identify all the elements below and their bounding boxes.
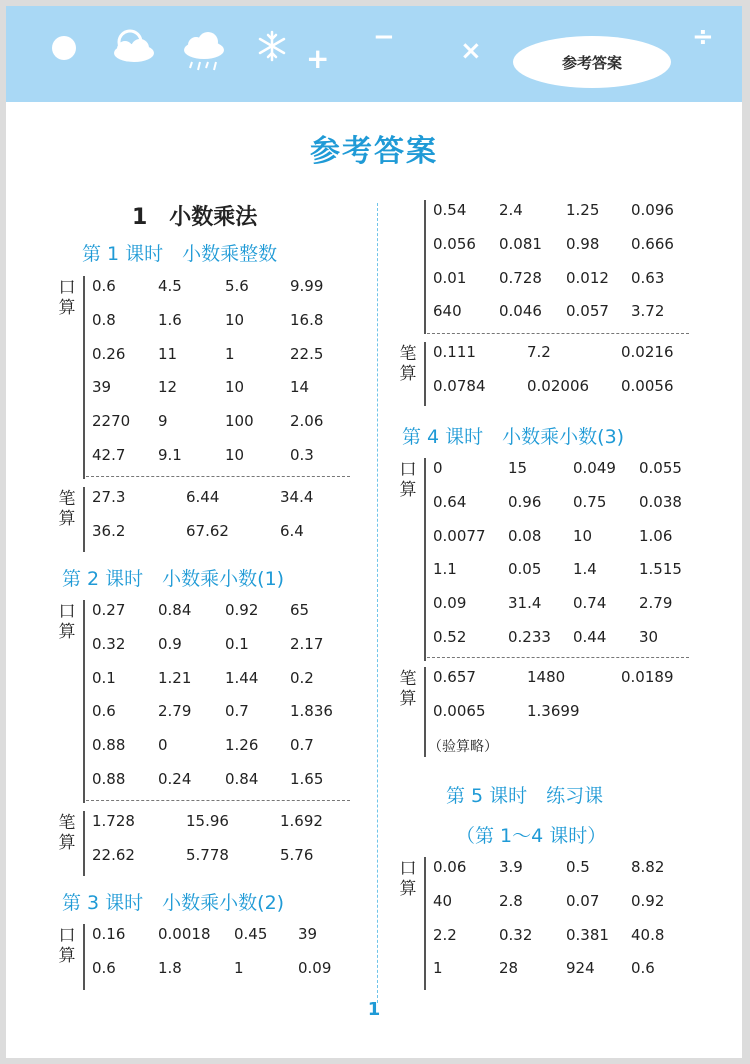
answer-value: 5.778 bbox=[186, 845, 229, 864]
answer-value: 0.6 bbox=[92, 702, 116, 721]
answer-value: 39 bbox=[92, 378, 112, 397]
answer-value: 100 bbox=[225, 412, 254, 431]
answer-value: 1.6 bbox=[158, 310, 182, 329]
lesson-4-mental bbox=[397, 458, 697, 663]
answer-value: 1 bbox=[234, 958, 244, 977]
answer-value: 1.3699 bbox=[527, 701, 580, 720]
answer-value: 28 bbox=[499, 959, 519, 978]
answer-value: 0.88 bbox=[92, 736, 126, 755]
lesson-3-title: 第 3 课时 小数乘小数(2) bbox=[62, 892, 285, 914]
answer-value: 39 bbox=[298, 925, 318, 943]
answer-value: 0.05 bbox=[508, 560, 542, 579]
answer-page bbox=[6, 6, 742, 1058]
lesson-5-mental bbox=[397, 857, 697, 992]
lesson-2-title: 第 2 课时 小数乘小数(1) bbox=[62, 568, 285, 590]
answer-value: 1.65 bbox=[290, 769, 324, 788]
written-label: 笔算 bbox=[399, 669, 417, 709]
answer-value: 0.666 bbox=[631, 234, 674, 253]
answer-value: 2.4 bbox=[499, 201, 523, 219]
answer-value: 0.1 bbox=[225, 634, 249, 653]
answer-value: 9.99 bbox=[290, 277, 324, 295]
minus-icon: − bbox=[373, 22, 395, 52]
answer-value: 2.17 bbox=[290, 634, 324, 653]
answer-value: 1.1 bbox=[433, 560, 457, 579]
answer-value: 924 bbox=[566, 959, 595, 978]
section-divider bbox=[86, 476, 350, 477]
answer-value: 5.76 bbox=[280, 845, 314, 864]
answer-value: 3.72 bbox=[631, 302, 665, 321]
written-label: 笔算 bbox=[58, 489, 76, 529]
answer-value: 65 bbox=[290, 601, 310, 619]
answer-value: 15 bbox=[508, 459, 528, 477]
answer-value: 30 bbox=[639, 627, 659, 646]
answer-value: 0.27 bbox=[92, 601, 126, 619]
answer-value: 0.381 bbox=[566, 925, 609, 944]
answer-value: 640 bbox=[433, 302, 462, 321]
mental-label: 口算 bbox=[58, 278, 76, 318]
answer-value: 0 bbox=[433, 459, 443, 477]
verification-note: （验算略） bbox=[428, 739, 498, 755]
answer-value: 11 bbox=[158, 344, 178, 363]
answer-value: 40 bbox=[433, 891, 453, 910]
answer-value: 0.64 bbox=[433, 492, 467, 511]
answer-value: 5.6 bbox=[225, 277, 249, 295]
answer-value: 6.44 bbox=[186, 488, 220, 506]
header-banner bbox=[6, 6, 742, 102]
answer-value: 22.62 bbox=[92, 845, 135, 864]
answer-value: 0.09 bbox=[298, 958, 332, 977]
lesson-1-written bbox=[56, 487, 356, 555]
lesson-2-mental bbox=[56, 600, 356, 805]
answer-value: 9 bbox=[158, 412, 168, 431]
answer-value: 0.88 bbox=[92, 769, 126, 788]
answer-value: 9.1 bbox=[158, 445, 182, 464]
answer-value: 0.44 bbox=[573, 627, 607, 646]
mental-label: 口算 bbox=[58, 926, 76, 966]
plus-icon: + bbox=[306, 42, 330, 75]
answer-value: 0.0056 bbox=[621, 376, 674, 395]
answer-value: 2270 bbox=[92, 412, 131, 431]
answer-value: 0.84 bbox=[225, 769, 259, 788]
answer-value: 0.081 bbox=[499, 234, 542, 253]
cloudy-icon bbox=[108, 28, 158, 64]
answer-value: 0.92 bbox=[225, 601, 259, 619]
answer-value: 0.09 bbox=[433, 594, 467, 613]
answer-value: 0.7 bbox=[225, 702, 249, 721]
answer-value: 67.62 bbox=[186, 521, 229, 540]
answer-value: 1 bbox=[433, 959, 443, 978]
answer-value: 0.32 bbox=[92, 634, 126, 653]
answer-value: 2.79 bbox=[639, 594, 673, 613]
answer-value: 1.692 bbox=[280, 812, 323, 830]
answer-value: 0.06 bbox=[433, 858, 467, 876]
answer-value: 40.8 bbox=[631, 925, 665, 944]
answer-value: 31.4 bbox=[508, 594, 542, 613]
answer-value: 0.6 bbox=[92, 958, 116, 977]
answer-value: 0.038 bbox=[639, 492, 682, 511]
answer-value: 0.74 bbox=[573, 594, 607, 613]
answer-value: 0.5 bbox=[566, 858, 590, 876]
snowflake-icon bbox=[256, 30, 288, 62]
answer-value: 0.0189 bbox=[621, 668, 674, 686]
answer-value: 0.057 bbox=[566, 302, 609, 321]
answer-value: 1.4 bbox=[573, 560, 597, 579]
answer-value: 0.3 bbox=[290, 445, 314, 464]
answer-value: 42.7 bbox=[92, 445, 126, 464]
answer-value: 10 bbox=[225, 310, 245, 329]
answer-value: 10 bbox=[225, 378, 245, 397]
lesson-1-title: 第 1 课时 小数乘整数 bbox=[82, 243, 278, 265]
header-badge bbox=[513, 36, 671, 88]
column-divider bbox=[377, 203, 378, 1003]
answer-value: 0.6 bbox=[92, 277, 116, 295]
answer-value: 16.8 bbox=[290, 310, 324, 329]
answer-value: 0.0077 bbox=[433, 526, 486, 545]
answer-value: 0 bbox=[158, 736, 168, 755]
section-divider bbox=[427, 333, 689, 334]
answer-value: 1 bbox=[225, 344, 235, 363]
lesson-3-mental-left bbox=[56, 924, 356, 992]
answer-value: 0.728 bbox=[499, 268, 542, 287]
answer-value: 10 bbox=[225, 445, 245, 464]
lesson-3-mental-right bbox=[397, 200, 697, 340]
answer-value: 0.0065 bbox=[433, 701, 486, 720]
written-label: 笔算 bbox=[399, 344, 417, 384]
answer-value: 0.84 bbox=[158, 601, 192, 619]
answer-value: 0.92 bbox=[631, 891, 665, 910]
answer-value: 1.26 bbox=[225, 736, 259, 755]
page-title: 参考答案 bbox=[310, 134, 438, 169]
answer-value: 0.096 bbox=[631, 201, 674, 219]
lesson-3-written bbox=[397, 342, 697, 410]
answer-value: 3.9 bbox=[499, 858, 523, 876]
answer-value: 0.75 bbox=[573, 492, 607, 511]
answer-value: 0.7 bbox=[290, 736, 314, 755]
answer-value: 0.52 bbox=[433, 627, 467, 646]
mental-label: 口算 bbox=[58, 602, 76, 642]
answer-value: 7.2 bbox=[527, 343, 551, 361]
answer-value: 0.046 bbox=[499, 302, 542, 321]
answer-value: 0.0018 bbox=[158, 925, 211, 943]
page-number: 1 bbox=[367, 999, 381, 1020]
written-label: 笔算 bbox=[58, 813, 76, 853]
lesson-5-subtitle: （第 1～4 课时） bbox=[456, 825, 607, 847]
answer-value: 0.07 bbox=[566, 891, 600, 910]
lesson-2-written bbox=[56, 811, 356, 879]
answer-value: 0.08 bbox=[508, 526, 542, 545]
rain-cloud-icon bbox=[178, 28, 228, 74]
answer-value: 14 bbox=[290, 378, 310, 397]
answer-value: 0.63 bbox=[631, 268, 665, 287]
lesson-4-title: 第 4 课时 小数乘小数(3) bbox=[402, 426, 625, 448]
answer-value: 0.1 bbox=[92, 668, 116, 687]
times-icon: × bbox=[460, 36, 482, 66]
answer-value: 1.8 bbox=[158, 958, 182, 977]
divide-icon: ÷ bbox=[692, 22, 714, 52]
answer-value: 2.06 bbox=[290, 412, 324, 431]
answer-value: 0.54 bbox=[433, 201, 467, 219]
answer-value: 0.24 bbox=[158, 769, 192, 788]
answer-value: 1.728 bbox=[92, 812, 135, 830]
answer-value: 0.111 bbox=[433, 343, 476, 361]
answer-value: 0.2 bbox=[290, 668, 314, 687]
answer-value: 0.055 bbox=[639, 459, 682, 477]
answer-value: 0.98 bbox=[566, 234, 600, 253]
answer-value: 2.8 bbox=[499, 891, 523, 910]
mental-label: 口算 bbox=[399, 859, 417, 899]
answer-value: 1.515 bbox=[639, 560, 682, 579]
answer-value: 0.26 bbox=[92, 344, 126, 363]
header-badge-label: 参考答案 bbox=[561, 53, 622, 72]
sun-icon bbox=[50, 34, 78, 62]
answer-value: 2.79 bbox=[158, 702, 192, 721]
answer-value: 1.06 bbox=[639, 526, 673, 545]
answer-value: 0.96 bbox=[508, 492, 542, 511]
answer-value: 0.01 bbox=[433, 268, 467, 287]
answer-value: 22.5 bbox=[290, 344, 324, 363]
answer-value: 36.2 bbox=[92, 521, 126, 540]
answer-value: 0.6 bbox=[631, 959, 655, 978]
lesson-5-title: 第 5 课时 练习课 bbox=[446, 785, 604, 807]
answer-value: 1480 bbox=[527, 668, 566, 686]
lesson-1-mental bbox=[56, 276, 356, 481]
answer-value: 4.5 bbox=[158, 277, 182, 295]
answer-value: 0.233 bbox=[508, 627, 551, 646]
answer-value: 0.012 bbox=[566, 268, 609, 287]
answer-value: 27.3 bbox=[92, 488, 126, 506]
answer-value: 1.25 bbox=[566, 201, 600, 219]
answer-value: 2.2 bbox=[433, 925, 457, 944]
answer-value: 0.049 bbox=[573, 459, 616, 477]
unit-title: 1 小数乘法 bbox=[132, 205, 258, 230]
answer-value: 10 bbox=[573, 526, 593, 545]
answer-value: 15.96 bbox=[186, 812, 229, 830]
answer-value: 12 bbox=[158, 378, 178, 397]
section-divider bbox=[427, 657, 689, 658]
answer-value: 0.16 bbox=[92, 925, 126, 943]
answer-value: 0.32 bbox=[499, 925, 533, 944]
answer-value: 8.82 bbox=[631, 858, 665, 876]
answer-value: 34.4 bbox=[280, 488, 314, 506]
answer-value: 1.836 bbox=[290, 702, 333, 721]
answer-value: 6.4 bbox=[280, 521, 304, 540]
answer-value: 0.657 bbox=[433, 668, 476, 686]
answer-value: 1.44 bbox=[225, 668, 259, 687]
answer-value: 0.8 bbox=[92, 310, 116, 329]
answer-value: 1.21 bbox=[158, 668, 192, 687]
answer-value: 0.45 bbox=[234, 925, 268, 943]
answer-value: 0.0216 bbox=[621, 343, 674, 361]
answer-value: 0.9 bbox=[158, 634, 182, 653]
mental-label: 口算 bbox=[399, 460, 417, 500]
answer-value: 0.0784 bbox=[433, 376, 486, 395]
answer-value: 0.056 bbox=[433, 234, 476, 253]
section-divider bbox=[86, 800, 350, 801]
answer-value: 0.02006 bbox=[527, 376, 590, 395]
